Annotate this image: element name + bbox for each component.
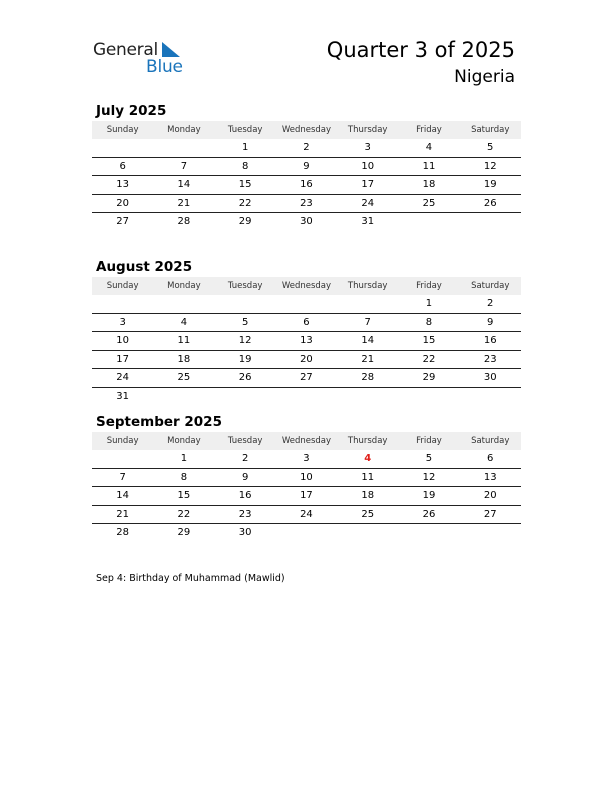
day-cell: 13 (116, 179, 129, 191)
day-cell: 18 (177, 353, 191, 365)
weekday-label: Saturday (471, 125, 510, 135)
day-cell: 18 (422, 179, 436, 191)
day-cell: 28 (361, 372, 375, 384)
day-cell: 21 (177, 197, 191, 209)
week-row (92, 388, 521, 406)
day-cell: 5 (241, 316, 249, 328)
day-cell: 4 (364, 453, 372, 465)
day-cell: 6 (303, 316, 310, 328)
day-cell: 24 (361, 197, 375, 209)
week-row (92, 469, 521, 488)
weekday-label: Saturday (471, 436, 510, 446)
week-row (92, 158, 521, 177)
day-cell: 1 (425, 298, 433, 310)
day-cell: 25 (177, 372, 191, 384)
weekday-label: Wednesday (281, 281, 332, 291)
day-cell: 24 (300, 508, 313, 520)
day-cell: 9 (241, 471, 249, 483)
day-cell: 10 (361, 160, 375, 172)
day-cell: 29 (422, 372, 436, 384)
day-cell: 20 (116, 197, 129, 209)
day-cell: 20 (483, 490, 497, 502)
week-row (92, 351, 521, 370)
week-row (92, 176, 521, 195)
day-cell: 24 (116, 372, 129, 384)
weekday-header-row (92, 432, 521, 450)
weekday-label: Sunday (106, 125, 139, 135)
day-cell: 7 (119, 471, 126, 483)
day-cell: 15 (177, 490, 191, 502)
day-cell: 16 (483, 335, 497, 347)
day-cell: 8 (241, 160, 249, 172)
day-cell: 15 (238, 179, 252, 191)
month-title: July 2025 (96, 103, 167, 119)
weekday-label: Monday (167, 125, 201, 135)
day-cell: 22 (177, 508, 191, 520)
day-cell: 9 (487, 316, 494, 328)
day-cell: 5 (487, 142, 494, 154)
day-cell: 22 (422, 353, 436, 365)
day-cell: 26 (422, 508, 436, 520)
day-cell: 17 (300, 490, 313, 502)
day-cell: 23 (238, 508, 252, 520)
weekday-label: Friday (416, 436, 442, 446)
day-cell: 1 (180, 453, 188, 465)
weekday-label: Monday (167, 281, 201, 291)
week-row (92, 314, 521, 333)
day-cell: 21 (116, 508, 129, 520)
day-cell: 4 (180, 316, 188, 328)
weekday-label: Wednesday (281, 436, 332, 446)
day-cell: 22 (238, 197, 252, 209)
day-cell: 7 (364, 316, 371, 328)
day-cell: 19 (238, 353, 252, 365)
day-cell: 14 (116, 490, 129, 502)
day-cell: 10 (300, 471, 313, 483)
day-cell: 27 (116, 216, 129, 228)
day-cell: 26 (238, 372, 252, 384)
day-cell: 21 (361, 353, 375, 365)
day-cell: 14 (177, 179, 191, 191)
day-cell: 17 (361, 179, 375, 191)
day-cell: 10 (116, 335, 129, 347)
day-cell: 12 (238, 335, 252, 347)
day-cell: 23 (483, 353, 497, 365)
day-cell: 8 (180, 471, 188, 483)
day-cell: 20 (300, 353, 313, 365)
day-cell: 11 (361, 471, 375, 483)
week-row (92, 195, 521, 214)
logo-flag-icon (160, 42, 182, 58)
day-cell: 3 (364, 142, 371, 154)
day-cell: 17 (116, 353, 129, 365)
month-august (92, 257, 521, 405)
month-title: September 2025 (96, 414, 222, 430)
day-cell: 6 (119, 160, 126, 172)
day-cell: 18 (361, 490, 375, 502)
week-row (92, 139, 521, 158)
weekday-label: Tuesday (227, 436, 263, 446)
day-cell: 9 (303, 160, 310, 172)
day-cell: 29 (238, 216, 252, 228)
weekday-label: Friday (416, 125, 442, 135)
day-cell: 14 (361, 335, 375, 347)
page-title: Quarter 3 of 2025 (326, 38, 515, 62)
weekday-header-row (92, 277, 521, 295)
day-cell: 13 (483, 471, 497, 483)
day-cell: 11 (177, 335, 191, 347)
day-cell: 13 (300, 335, 313, 347)
month-title: August 2025 (96, 259, 193, 275)
week-row (92, 295, 521, 314)
day-cell: 25 (361, 508, 375, 520)
day-cell: 29 (177, 527, 191, 539)
day-cell: 12 (483, 160, 497, 172)
day-cell: 4 (425, 142, 433, 154)
week-row (92, 506, 521, 525)
week-row (92, 369, 521, 388)
weekday-header-row (92, 121, 521, 139)
day-cell: 30 (483, 372, 497, 384)
day-cell: 2 (241, 453, 249, 465)
logo-blue-text: Blue (146, 57, 183, 77)
weekday-label: Thursday (347, 281, 388, 291)
day-cell: 7 (180, 160, 188, 172)
country-name: Nigeria (454, 67, 515, 87)
week-row (92, 332, 521, 351)
weekday-label: Sunday (106, 436, 139, 446)
day-cell: 31 (361, 216, 375, 228)
day-cell: 12 (422, 471, 436, 483)
week-row (92, 524, 521, 542)
day-cell: 2 (487, 298, 494, 310)
weekday-label: Monday (167, 436, 201, 446)
generalblue-logo (93, 40, 193, 80)
week-row (92, 487, 521, 506)
day-cell: 2 (303, 142, 310, 154)
weekday-label: Wednesday (281, 125, 332, 135)
day-cell: 19 (483, 179, 497, 191)
day-cell: 28 (116, 527, 129, 539)
day-cell: 31 (116, 390, 129, 402)
week-row (92, 450, 521, 469)
logo-general-text: General (93, 40, 158, 60)
day-cell: 1 (241, 142, 249, 154)
month-september (92, 412, 521, 542)
weekday-label: Tuesday (227, 125, 263, 135)
day-cell: 25 (422, 197, 436, 209)
weekday-label: Thursday (347, 436, 388, 446)
weekday-label: Saturday (471, 281, 510, 291)
day-cell: 3 (303, 453, 310, 465)
day-cell: 30 (238, 527, 252, 539)
weekday-label: Friday (416, 281, 442, 291)
day-cell: 11 (422, 160, 436, 172)
day-cell: 28 (177, 216, 191, 228)
day-cell: 23 (300, 197, 313, 209)
day-cell: 3 (119, 316, 126, 328)
week-row (92, 213, 521, 231)
day-cell: 15 (422, 335, 436, 347)
day-cell: 26 (483, 197, 497, 209)
weekday-label: Sunday (106, 281, 139, 291)
weekday-label: Thursday (347, 125, 388, 135)
day-cell: 16 (238, 490, 252, 502)
month-july (92, 101, 521, 231)
weekday-label: Tuesday (227, 281, 263, 291)
day-cell: 19 (422, 490, 436, 502)
day-cell: 30 (300, 216, 313, 228)
day-cell: 8 (425, 316, 433, 328)
day-cell: 27 (483, 508, 497, 520)
holiday-note: Sep 4: Birthday of Muhammad (Mawlid) (96, 573, 285, 584)
day-cell: 6 (487, 453, 494, 465)
day-cell: 16 (300, 179, 313, 191)
day-cell: 5 (425, 453, 433, 465)
day-cell: 27 (300, 372, 313, 384)
